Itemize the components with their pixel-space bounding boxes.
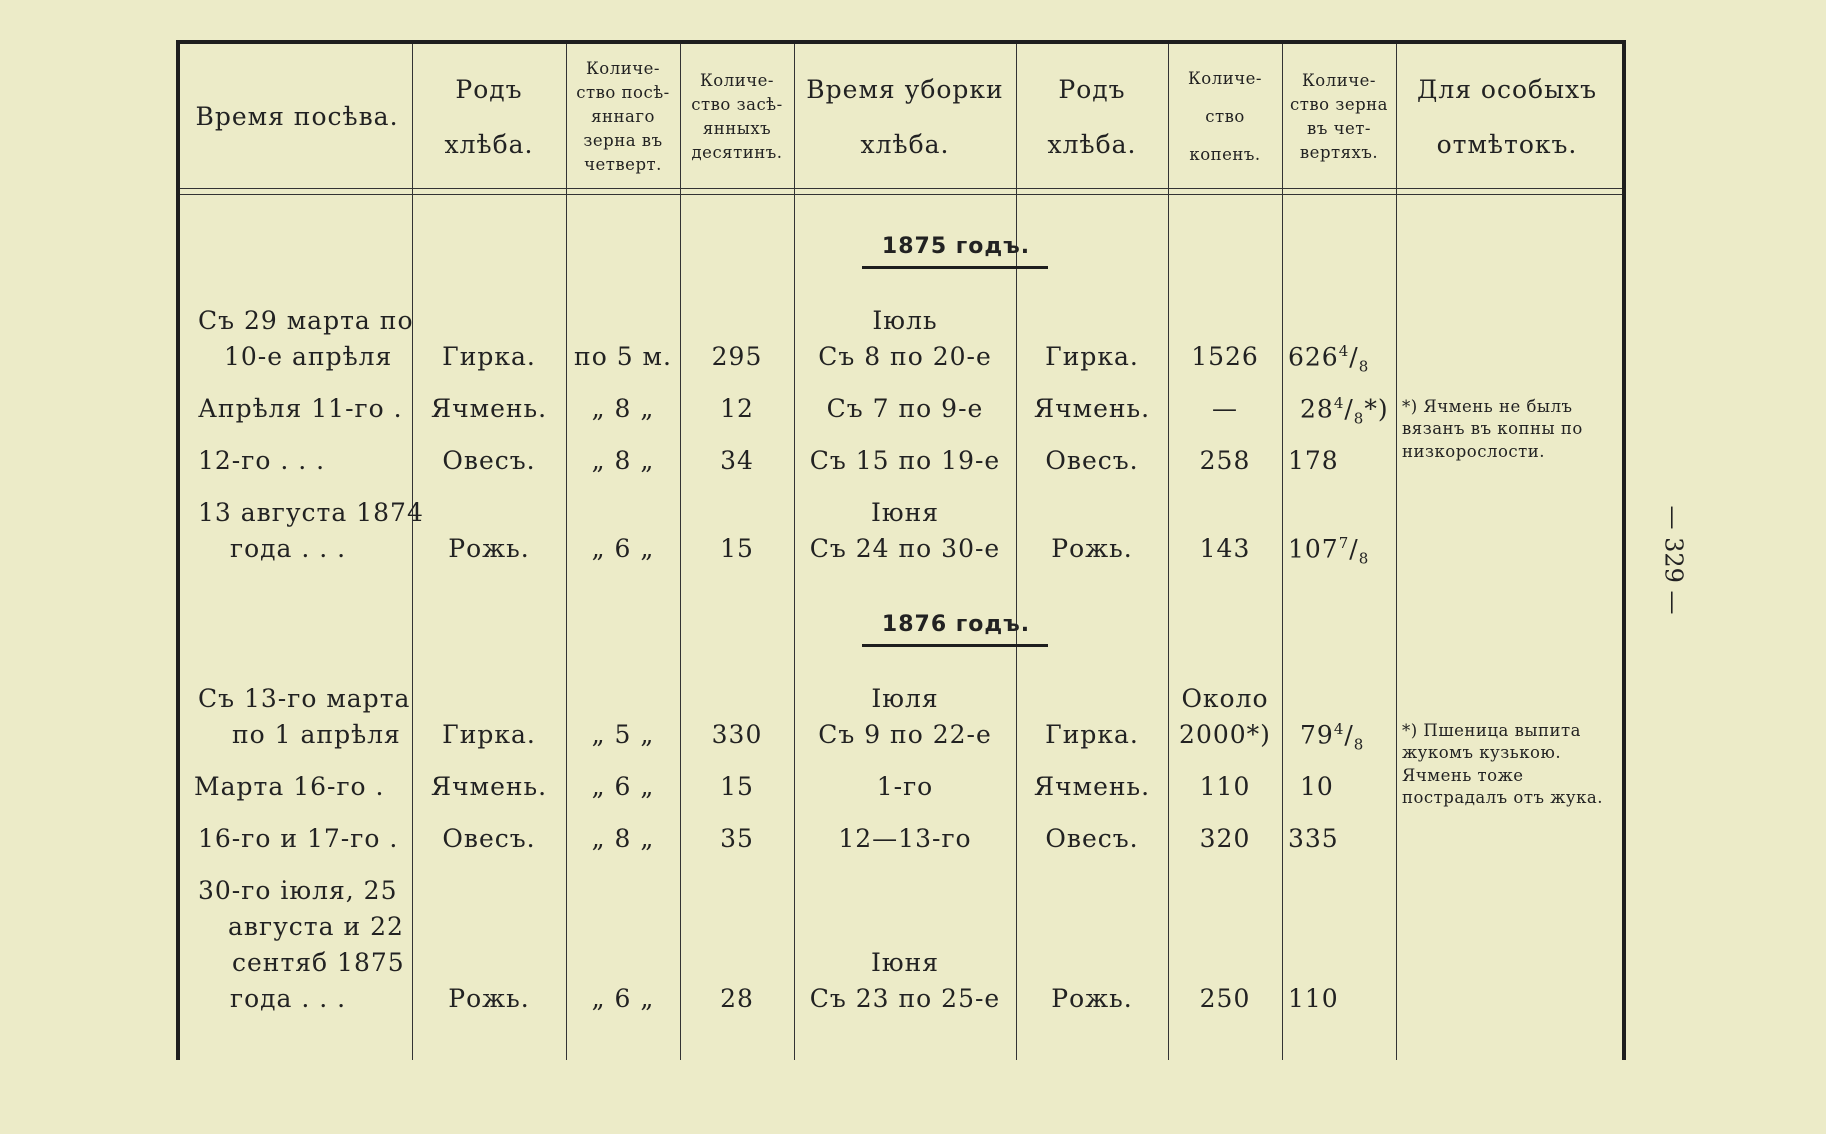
grain-chetverti: $626^4/_8$ bbox=[1288, 342, 1370, 376]
sowing-time: года . . . bbox=[230, 984, 347, 1013]
harvest-time: 12—13-го bbox=[838, 824, 972, 853]
harvest-table bbox=[176, 40, 1626, 1060]
kopny: 1526 bbox=[1191, 342, 1259, 371]
seed-quantity: „ 8 „ bbox=[591, 824, 655, 853]
grain-kind: Гирка. bbox=[442, 720, 536, 749]
harvest-month: Іюня bbox=[870, 498, 940, 527]
sowing-time: Апрѣля 11-го . bbox=[198, 394, 403, 423]
grain-kind: Рожь. bbox=[448, 534, 530, 563]
header-grain-kind: Родъ хлѣба. bbox=[444, 74, 534, 159]
grain-kind: Ячмень. bbox=[430, 394, 548, 423]
grain-chetverti: $107^7/_8$ bbox=[1288, 534, 1370, 568]
kopny: 320 bbox=[1199, 824, 1251, 853]
header-harvest-time: Время уборки хлѣба. bbox=[806, 74, 1004, 159]
grain-chetverti: 178 bbox=[1288, 446, 1339, 475]
grain-kind: Овесъ. bbox=[442, 446, 536, 475]
desyatins: 28 bbox=[720, 984, 754, 1013]
grain-kind-2: Овесъ. bbox=[1045, 824, 1139, 853]
harvest-time: Съ 8 по 20-е bbox=[818, 342, 992, 371]
kopny: — bbox=[1212, 394, 1238, 423]
sowing-time: года . . . bbox=[230, 534, 347, 563]
sowing-time: по 1 апрѣля bbox=[232, 720, 401, 749]
footnote-1876: *) Пшеница выпита жукомъ кузькою. Ячмень тоже пострадалъ отъ жука. bbox=[1402, 721, 1604, 807]
year-rule bbox=[862, 644, 1048, 647]
seed-quantity: „ 6 „ bbox=[591, 534, 655, 563]
desyatins: 15 bbox=[720, 534, 754, 563]
header-desyatins: Количе- ство засѣ- янныхъ десятинъ. bbox=[691, 71, 783, 162]
harvest-month: Іюль bbox=[872, 306, 938, 335]
sowing-time: 16-го и 17-го . bbox=[198, 824, 399, 853]
harvest-time: Съ 23 по 25-е bbox=[809, 984, 1001, 1013]
header-rule bbox=[180, 188, 1622, 189]
year-heading-1875: 1875 годъ. bbox=[881, 234, 1031, 259]
desyatins: 15 bbox=[720, 772, 754, 801]
kopny-prefix: Около bbox=[1181, 684, 1269, 713]
footnote-1875: *) Ячмень не былъ вязанъ въ копны по низкорослости. bbox=[1402, 397, 1583, 461]
seed-quantity: „ 6 „ bbox=[591, 984, 655, 1013]
harvest-time: Съ 15 по 19-е bbox=[809, 446, 1001, 475]
harvest-time: 1-го bbox=[876, 772, 934, 801]
grain-kind: Гирка. bbox=[442, 342, 536, 371]
seed-quantity: „ 6 „ bbox=[591, 772, 655, 801]
header-grain-kind-2: Родъ хлѣба. bbox=[1047, 74, 1137, 159]
column-divider bbox=[1396, 44, 1397, 1060]
grain-kind-2: Рожь. bbox=[1051, 534, 1133, 563]
grain-kind: Ячмень. bbox=[430, 772, 548, 801]
seed-quantity: „ 5 „ bbox=[591, 720, 655, 749]
harvest-month: Іюня bbox=[870, 948, 940, 977]
kopny: 258 bbox=[1199, 446, 1251, 475]
kopny: 143 bbox=[1199, 534, 1251, 563]
grain-chetverti: 10 bbox=[1300, 772, 1334, 801]
grain-chetverti: $28^4/_8*$) bbox=[1300, 394, 1389, 428]
grain-kind-2: Ячмень. bbox=[1033, 772, 1151, 801]
header-sowing-time: Время посѣва. bbox=[195, 102, 399, 132]
kopny: 110 bbox=[1199, 772, 1251, 801]
harvest-time: Съ 7 по 9-е bbox=[826, 394, 984, 423]
grain-kind-2: Ячмень. bbox=[1033, 394, 1151, 423]
sowing-time: 10-е апрѣля bbox=[224, 342, 393, 371]
kopny: 250 bbox=[1199, 984, 1251, 1013]
sowing-time: Съ 29 марта по bbox=[198, 306, 414, 335]
grain-kind-2: Овесъ. bbox=[1045, 446, 1139, 475]
grain-chetverti: $79^4/_8$ bbox=[1300, 720, 1365, 754]
desyatins: 35 bbox=[720, 824, 754, 853]
column-divider bbox=[1282, 44, 1283, 1060]
sowing-time: сентяб 1875 bbox=[232, 948, 405, 977]
year-heading-1876: 1876 годъ. bbox=[881, 612, 1031, 637]
year-rule bbox=[862, 266, 1048, 269]
grain-kind-2: Гирка. bbox=[1045, 342, 1139, 371]
sowing-time: 12-го . . . bbox=[198, 446, 326, 475]
sowing-time: 30-го іюля, 25 bbox=[198, 876, 398, 905]
sowing-time: 13 августа 1874 bbox=[198, 498, 424, 527]
grain-kind-2: Гирка. bbox=[1045, 720, 1139, 749]
seed-quantity: „ 8 „ bbox=[591, 446, 655, 475]
header-kopny: Количе- ство копенъ. bbox=[1188, 69, 1262, 165]
desyatins: 330 bbox=[711, 720, 763, 749]
grain-chetverti: 110 bbox=[1288, 984, 1339, 1013]
desyatins: 34 bbox=[720, 446, 754, 475]
grain-kind: Овесъ. bbox=[442, 824, 536, 853]
desyatins: 295 bbox=[711, 342, 763, 371]
header-notes: Для особыхъ отмѣтокъ. bbox=[1417, 74, 1597, 159]
grain-kind-2: Рожь. bbox=[1051, 984, 1133, 1013]
seed-quantity: „ 8 „ bbox=[591, 394, 655, 423]
desyatins: 12 bbox=[720, 394, 754, 423]
header-seed-quantity: Количе- ство посѣ- яннаго зерна въ четверт. bbox=[576, 59, 670, 174]
grain-chetverti: 335 bbox=[1288, 824, 1339, 853]
harvest-time: Съ 9 по 22-е bbox=[818, 720, 992, 749]
seed-quantity: по 5 м. bbox=[574, 342, 672, 371]
header-grain-chetverti: Количе- ство зерна въ чет- вертяхъ. bbox=[1290, 71, 1388, 162]
kopny: 2000*) bbox=[1179, 720, 1271, 749]
sowing-time: августа и 22 bbox=[228, 912, 404, 941]
harvest-month: Іюля bbox=[871, 684, 939, 713]
harvest-time: Съ 24 по 30-е bbox=[809, 534, 1001, 563]
sowing-time: Марта 16-го . bbox=[194, 772, 385, 801]
page-number: — 329 — bbox=[1660, 505, 1689, 615]
grain-kind: Рожь. bbox=[448, 984, 530, 1013]
header-rule bbox=[180, 194, 1622, 195]
sowing-time: Съ 13-го марта bbox=[198, 684, 411, 713]
